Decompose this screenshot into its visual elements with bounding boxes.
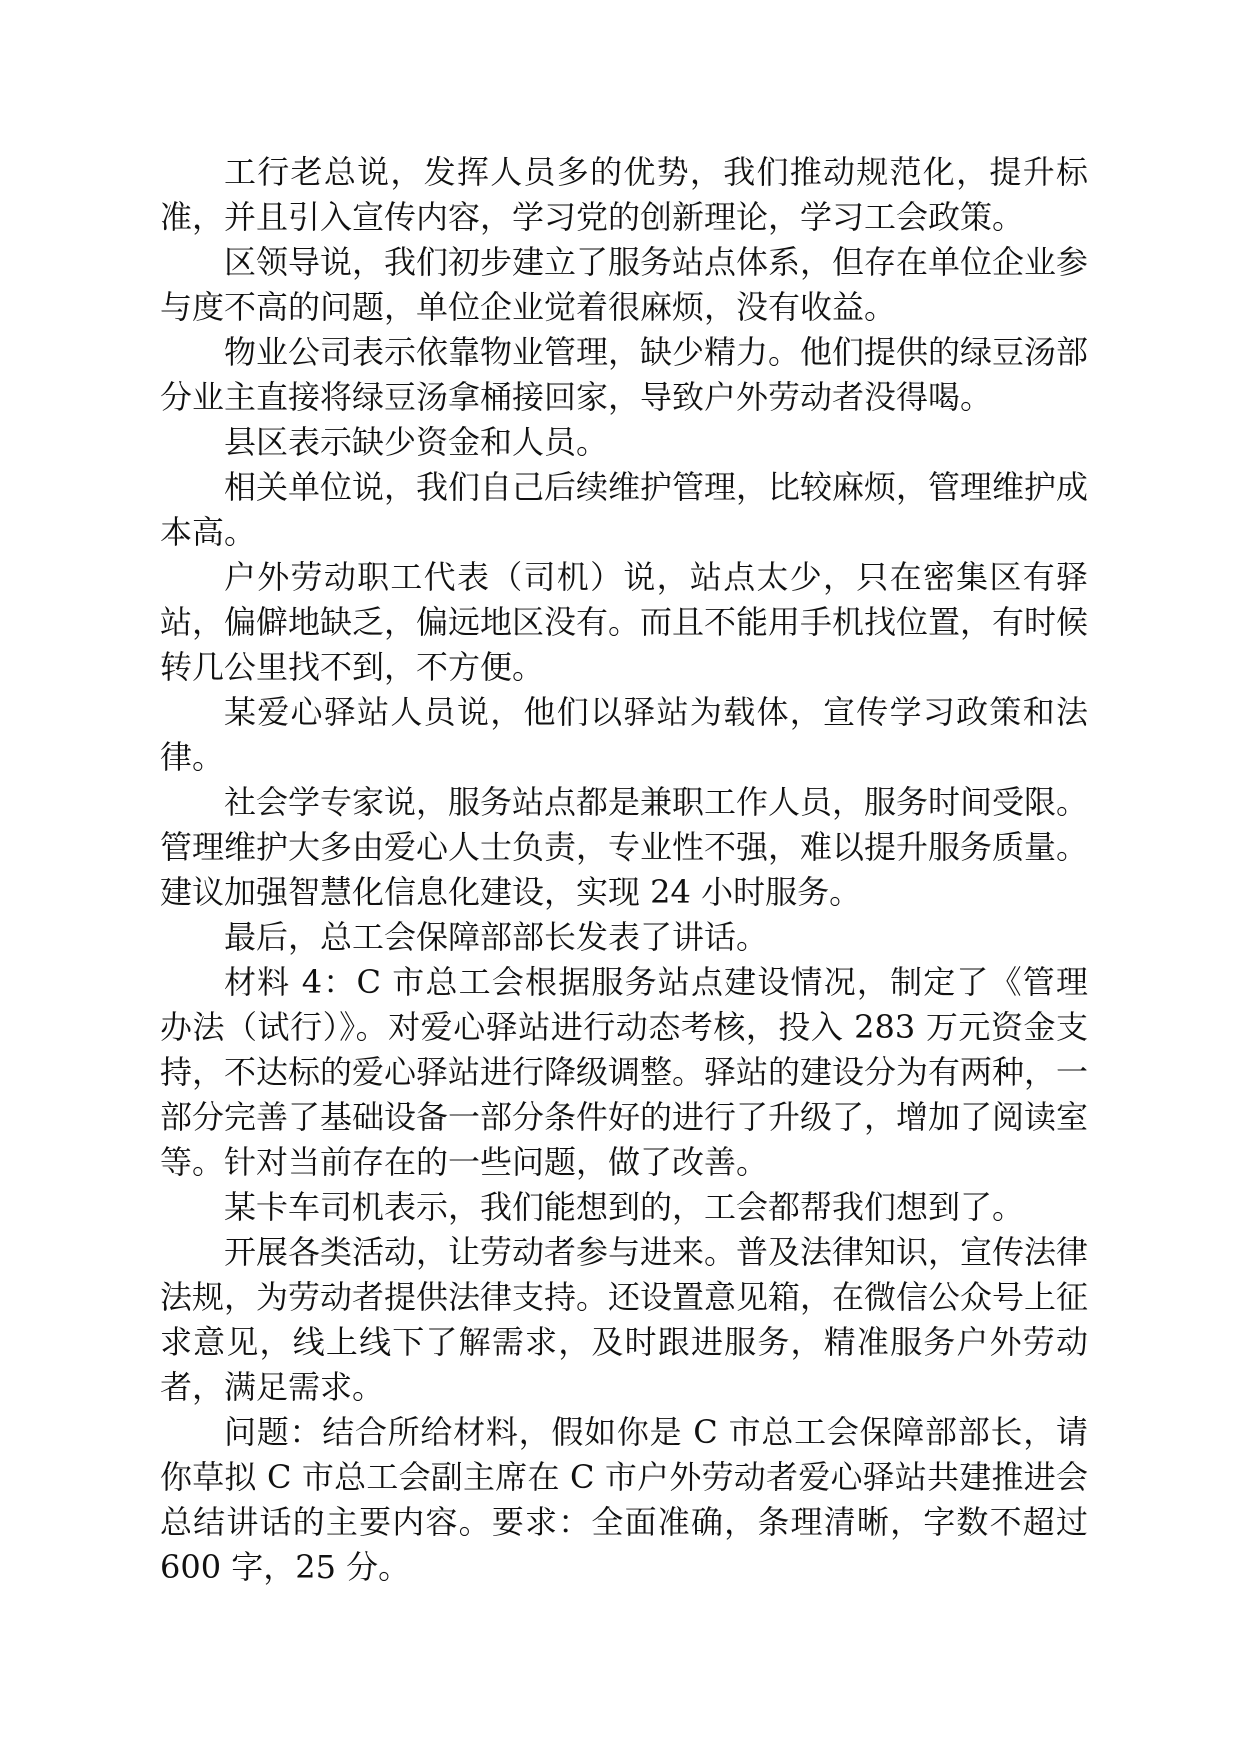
paragraph-4: 县区表示缺少资金和人员。 <box>224 423 609 461</box>
paragraph-1: 工行老总说，发挥人员多的优势，我们推动规范化，提升标准，并且引入宣传内容，学习党的创新理论，学习工会政策。 <box>160 153 1088 236</box>
paragraph-5: 相关单位说，我们自己后续维护管理，比较麻烦，管理维护成本高。 <box>160 468 1089 551</box>
paragraph-7: 某爱心驿站人员说，他们以驿站为载体，宣传学习政策和法律。 <box>160 693 1088 776</box>
question-paragraph: 问题：结合所给材料，假如你是 C 市总工会保障部部长，请你草拟 C 市总工会副主席在 C 市户外劳动者爱心驿站共建推进会总结讲话的主要内容。要求：全面准确，条理清晰，字数不超过 600 字，25 分。 <box>160 1413 1088 1586</box>
paragraph-10: 材料 4：C 市总工会根据服务站点建设情况，制定了《管理办法（试行）》。对爱心驿站进行动态考核，投入 283 万元资金支持，不达标的爱心驿站进行降级调整。驿站的建设分为有两种，一部分完善了基础设备一部分条件好的进行了升级了，增加了阅读室等。针对当前存在的一些问题，做了改善。 <box>160 963 1089 1181</box>
document-body <box>160 150 1088 1590</box>
paragraph-2: 区领导说，我们初步建立了服务站点体系，但存在单位企业参与度不高的问题，单位企业觉着很麻烦，没有收益。 <box>160 243 1089 326</box>
paragraph-9: 最后，总工会保障部部长发表了讲话。 <box>224 918 769 956</box>
paragraph-12: 开展各类活动，让劳动者参与进来。普及法律知识，宣传法律法规，为劳动者提供法律支持。还设置意见箱，在微信公众号上征求意见，线上线下了解需求，及时跟进服务，精准服务户外劳动者，满足需求。 <box>160 1233 1089 1406</box>
paragraph-8: 社会学专家说，服务站点都是兼职工作人员，服务时间受限。管理维护大多由爱心人士负责，专业性不强，难以提升服务质量。建议加强智慧化信息化建设，实现 24 小时服务。 <box>160 783 1089 911</box>
paragraph-3: 物业公司表示依靠物业管理，缺少精力。他们提供的绿豆汤部分业主直接将绿豆汤拿桶接回家，导致户外劳动者没得喝。 <box>160 333 1089 416</box>
paragraph-11: 某卡车司机表示，我们能想到的，工会都帮我们想到了。 <box>224 1188 1025 1226</box>
paragraph-6: 户外劳动职工代表（司机）说，站点太少，只在密集区有驿站，偏僻地缺乏，偏远地区没有。而且不能用手机找位置，有时候转几公里找不到，不方便。 <box>160 558 1089 686</box>
